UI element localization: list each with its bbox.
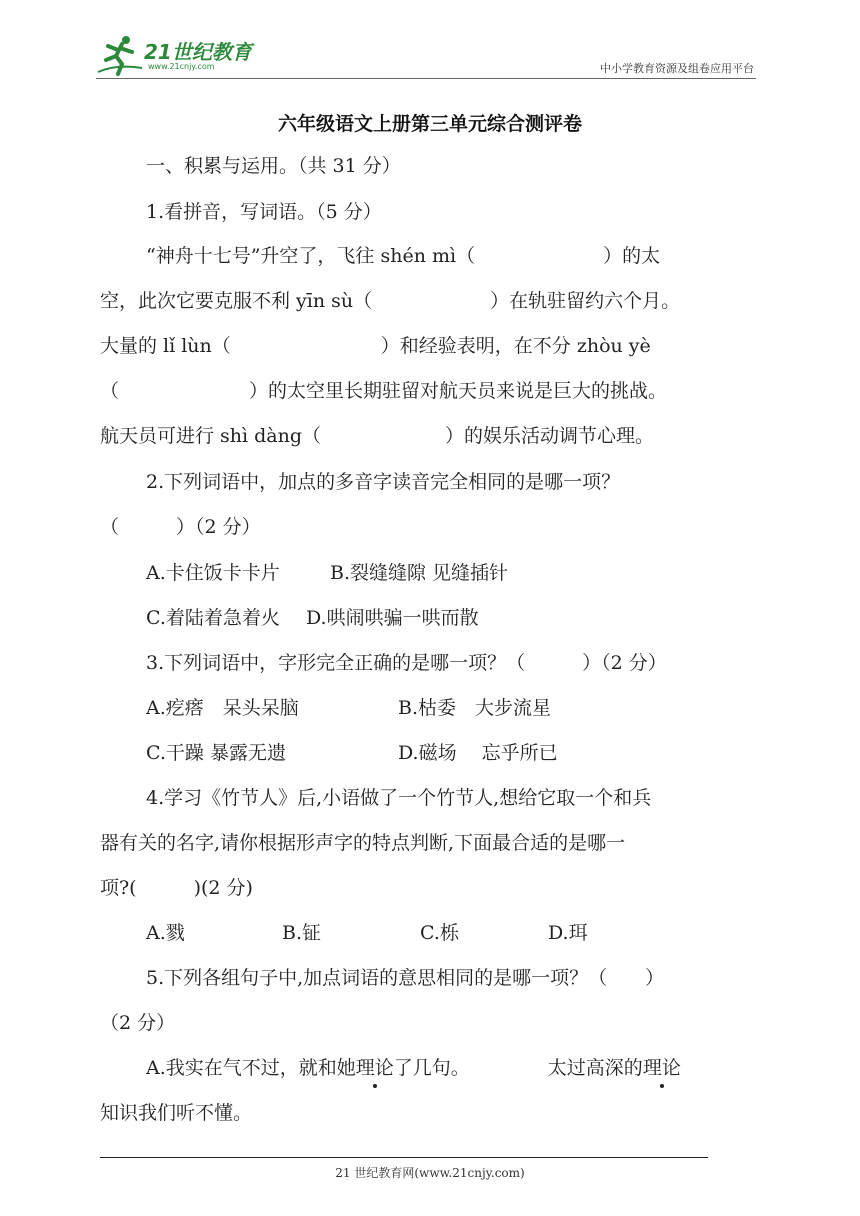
- option-a[interactable]: A.疙瘩 呆头呆脑: [146, 697, 299, 719]
- footer-divider: [100, 1157, 708, 1158]
- option-c[interactable]: C.着陆着急着火: [146, 607, 280, 629]
- question-1-line-3: [100, 333, 760, 359]
- option-b[interactable]: B.裂缝缝隙 见缝插针: [330, 562, 509, 584]
- header-tagline: 中小学教育资源及组卷应用平台: [600, 62, 754, 75]
- question-1-line-1: [100, 243, 760, 269]
- question-1-line-4: [100, 378, 760, 404]
- question-5-line-2: （2 分）: [100, 1012, 176, 1034]
- q1-text: 空，此次它要克服不利 yīn sù（: [100, 290, 373, 312]
- question-3-options-row-2: [100, 740, 760, 766]
- q1-text: ）的太空里长期驻留对航天员来说是巨大的挑战。: [249, 380, 668, 402]
- q1-text: 大量的 lǐ lùn（: [100, 335, 231, 357]
- option-c[interactable]: C.栎: [420, 922, 459, 944]
- q1-text: “神舟十七号”升空了，飞往 shén mì（: [146, 245, 476, 267]
- question-2-options-row-1: [100, 560, 760, 586]
- question-3-stem: 3.下列词语中，字形完全正确的是哪一项？（ ）（2 分）: [146, 652, 667, 674]
- dotted-word: 理论: [642, 1057, 681, 1079]
- question-5-line-1: 5.下列各组句子中,加点词语的意思相同的是哪一项？（ ）: [146, 967, 665, 989]
- q1-text: ）的娱乐活动调节心理。: [445, 425, 655, 447]
- document-title: 六年级语文上册第三单元综合测评卷: [277, 113, 582, 135]
- question-2-options-row-2: [100, 605, 760, 631]
- option-d[interactable]: D.哄闹哄骗一哄而散: [306, 607, 479, 629]
- question-2-stem: 2.下列词语中，加点的多音字读音完全相同的是哪一项？: [146, 471, 621, 493]
- runner-logo-icon: [96, 34, 144, 76]
- question-1-stem: 1.看拼音，写词语。（5 分）: [146, 201, 382, 223]
- option-c[interactable]: C.干躁 暴露无遗: [146, 742, 286, 764]
- option-d[interactable]: D.珥: [548, 922, 588, 944]
- q1-text: 航天员可进行 shì dàng（: [100, 425, 322, 447]
- option-d[interactable]: D.磁场 忘乎所已: [398, 742, 558, 764]
- question-4-line-2: 器有关的名字,请你根据形声字的特点判断,下面最合适的是哪一: [100, 832, 626, 854]
- question-3-options-row-1: [100, 695, 760, 721]
- logo-text: 21世纪教育: [144, 40, 252, 64]
- logo-url: www.21cnjy.com: [148, 62, 215, 71]
- question-1-line-2: [100, 288, 760, 314]
- q1-text: ）的太: [603, 245, 661, 267]
- dotted-word: 理论: [355, 1057, 394, 1079]
- q5-text: A.我实在气不过，就和她: [146, 1057, 356, 1079]
- question-1-line-5: [100, 423, 760, 449]
- q5-text: 了几句。: [393, 1057, 470, 1079]
- header-divider: [96, 78, 756, 79]
- question-2-answer-paren[interactable]: （ ）（2 分）: [100, 516, 261, 538]
- question-5-option-a: [100, 1055, 760, 1081]
- section-heading: 一、积累与运用。（共 31 分）: [146, 155, 401, 177]
- question-4-line-3: 项?( )(2 分): [100, 877, 253, 899]
- page-footer[interactable]: 21 世纪教育网(www.21cnjy.com): [335, 1166, 525, 1180]
- q1-text: ）在轨驻留约六个月。: [490, 290, 681, 312]
- site-logo[interactable]: [96, 34, 266, 76]
- question-4-line-1: 4.学习《竹节人》后,小语做了一个竹节人,想给它取一个和兵: [146, 787, 652, 809]
- option-b[interactable]: B.枯委 大步流星: [398, 697, 552, 719]
- page-header: [0, 0, 860, 90]
- q1-text: ）和经验表明，在不分 zhòu yè: [380, 335, 651, 357]
- question-4-options: [100, 920, 760, 946]
- option-a[interactable]: A.戮: [146, 922, 185, 944]
- option-a[interactable]: A.卡住饭卡卡片: [146, 562, 280, 584]
- question-5-line-4: 知识我们听不懂。: [100, 1102, 253, 1124]
- q5-text: 太过高深的: [547, 1057, 643, 1079]
- option-b[interactable]: B.钲: [282, 922, 322, 944]
- q1-text: （: [100, 380, 120, 402]
